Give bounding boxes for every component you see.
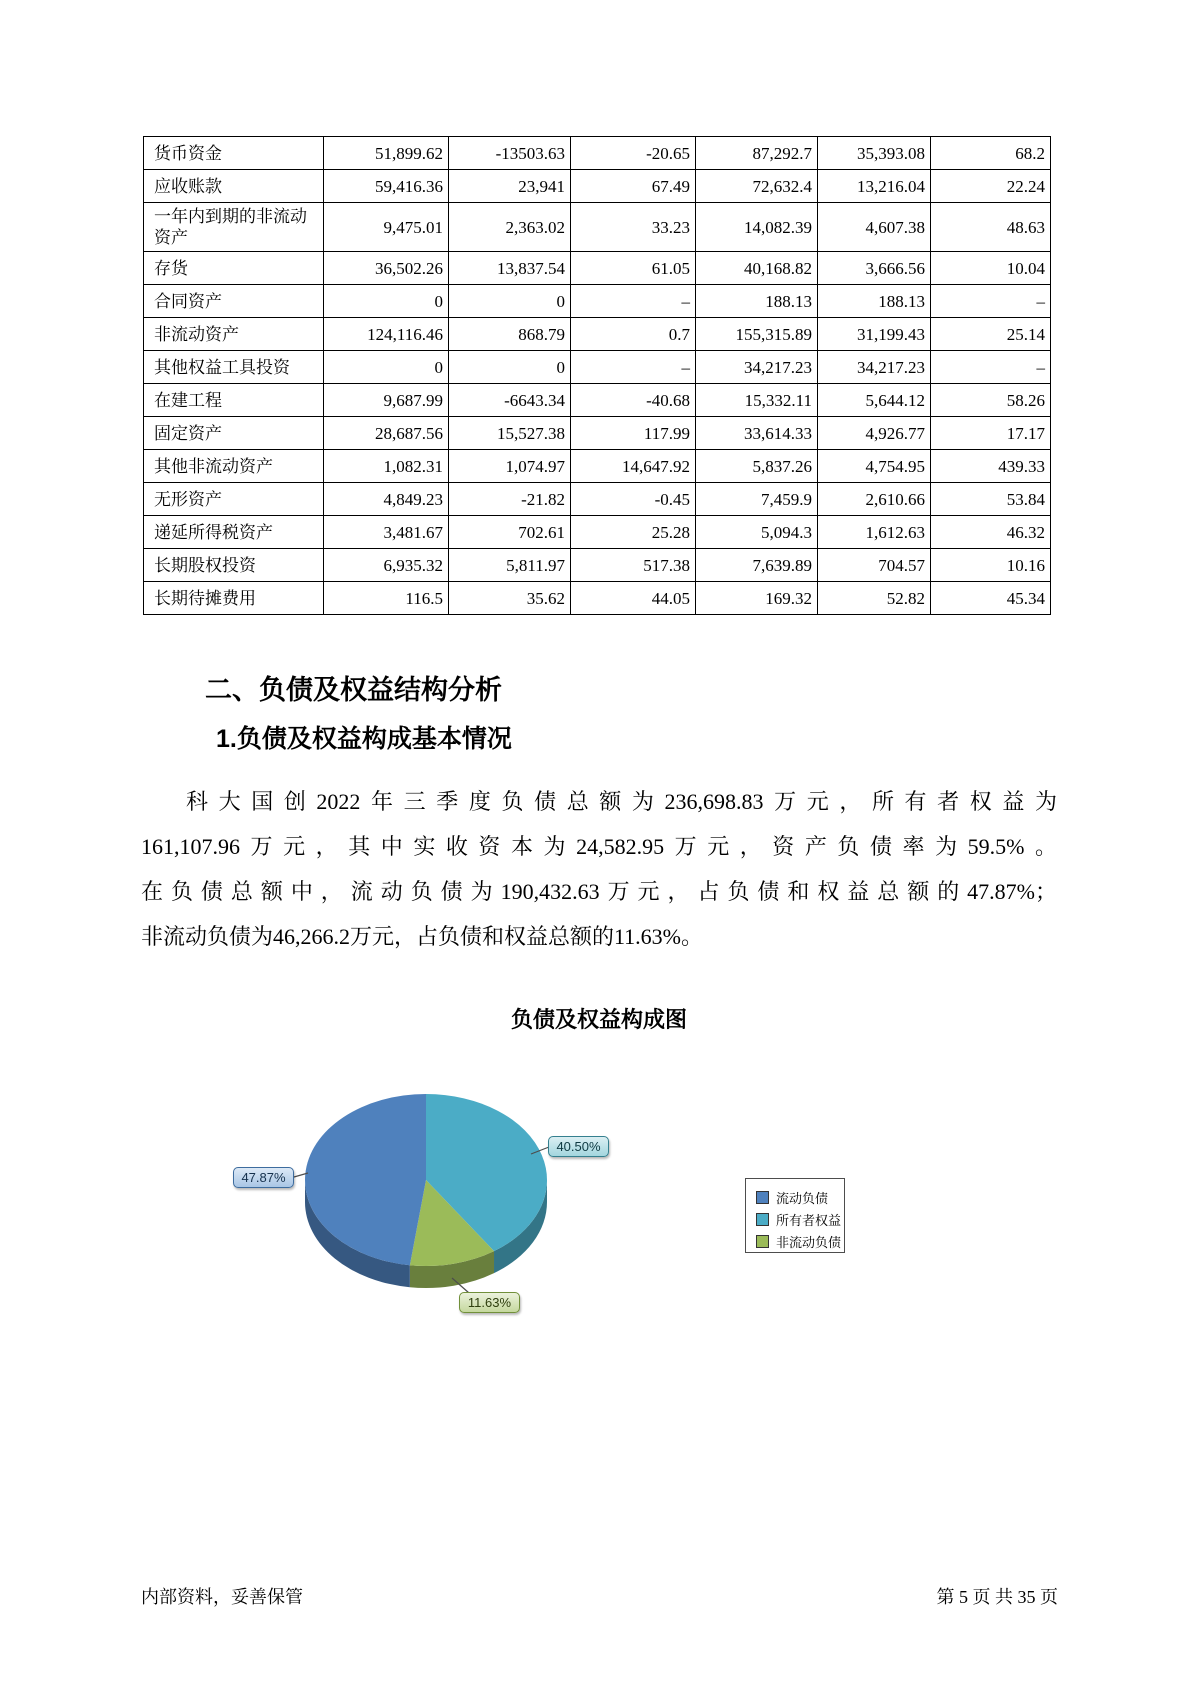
table-cell: 35,393.08 [818,137,931,170]
table-cell: 7,459.9 [696,483,818,516]
row-label: 在建工程 [144,384,324,417]
row-label: 其他非流动资产 [144,450,324,483]
table-cell: 13,216.04 [818,170,931,203]
row-label: 固定资产 [144,417,324,450]
table-cell: 5,094.3 [696,516,818,549]
row-label: 存货 [144,252,324,285]
section-heading: 二、负债及权益结构分析 [205,675,502,705]
pie-label-owners-equity: 40.50% [548,1136,609,1157]
pie-chart-svg [285,1080,585,1310]
table-cell: 868.79 [449,318,571,351]
paragraph-line: 非流动负债为46,266.2万元，占负债和权益总额的11.63%。 [141,924,704,949]
row-label: 非流动资产 [144,318,324,351]
legend-item-noncurrent-liabilities [756,1230,844,1252]
table-row [144,351,1051,384]
table-cell: 3,481.67 [324,516,449,549]
table-cell: 46.32 [931,516,1051,549]
row-label: 无形资产 [144,483,324,516]
table-cell: -21.82 [449,483,571,516]
table-cell: 10.16 [931,549,1051,582]
table-cell: 4,754.95 [818,450,931,483]
table-cell: 1,074.97 [449,450,571,483]
table-cell: 53.84 [931,483,1051,516]
table-cell: 68.2 [931,137,1051,170]
table-cell: 25.28 [571,516,696,549]
table-row [144,318,1051,351]
table-cell: -20.65 [571,137,696,170]
table-row [144,417,1051,450]
table-cell: 33,614.33 [696,417,818,450]
table-cell: 23,941 [449,170,571,203]
table-cell: 4,926.77 [818,417,931,450]
table-cell: 40,168.82 [696,252,818,285]
chart-legend [745,1178,845,1253]
table-cell: 155,315.89 [696,318,818,351]
table-cell: 2,610.66 [818,483,931,516]
table-cell: 15,527.38 [449,417,571,450]
table-cell: 117.99 [571,417,696,450]
table-cell: 0.7 [571,318,696,351]
table-cell: 14,647.92 [571,450,696,483]
table-cell: -6643.34 [449,384,571,417]
legend-label: 所有者权益 [776,1212,842,1228]
table-cell: 67.49 [571,170,696,203]
table-cell: 116.5 [324,582,449,615]
table-cell: 439.33 [931,450,1051,483]
paragraph-line: 161,107.96万元，其中实收资本为24,582.95万元，资产负债率为59.5%。 [141,834,1057,859]
table-cell: -0.45 [571,483,696,516]
table-row [144,285,1051,318]
legend-swatch-blue-icon [756,1191,769,1204]
table-cell: 51,899.62 [324,137,449,170]
table-cell: 0 [449,285,571,318]
table-cell: 52.82 [818,582,931,615]
legend-item-owners-equity [756,1208,844,1230]
body-paragraph [141,779,1057,959]
table-cell: 33.23 [571,203,696,252]
table-cell: – [571,351,696,384]
table-cell: 4,607.38 [818,203,931,252]
table-cell: -13503.63 [449,137,571,170]
table-row [144,203,1051,252]
table-cell: 702.61 [449,516,571,549]
table-cell: 48.63 [931,203,1051,252]
row-label: 一年内到期的非流动资产 [144,203,324,252]
table-cell: 15,332.11 [696,384,818,417]
legend-label: 流动负债 [776,1190,829,1206]
pie-slices-group [305,1094,547,1288]
pie-label-current-liabilities: 47.87% [233,1167,294,1188]
table-cell: 10.04 [931,252,1051,285]
table-cell: 188.13 [696,285,818,318]
table-cell: 25.14 [931,318,1051,351]
footer-page-number: 第 5 页 共 35 页 [936,1587,1058,1607]
table-row [144,137,1051,170]
row-label: 应收账款 [144,170,324,203]
legend-item-current-liabilities [756,1186,844,1208]
table-row [144,384,1051,417]
table-row [144,252,1051,285]
table-cell: 0 [324,351,449,384]
table-cell: 704.57 [818,549,931,582]
table-cell: 31,199.43 [818,318,931,351]
table-cell: 169.32 [696,582,818,615]
financial-table-body [144,137,1051,615]
table-cell: 3,666.56 [818,252,931,285]
legend-label: 非流动负债 [776,1234,842,1250]
table-cell: 0 [324,285,449,318]
row-label: 合同资产 [144,285,324,318]
table-cell: 87,292.7 [696,137,818,170]
row-label: 货币资金 [144,137,324,170]
table-row [144,450,1051,483]
table-cell: 5,837.26 [696,450,818,483]
table-cell: 34,217.23 [696,351,818,384]
table-cell: – [931,351,1051,384]
table-cell: 44.05 [571,582,696,615]
table-row [144,170,1051,203]
row-label: 递延所得税资产 [144,516,324,549]
paragraph-line: 科大国创2022年三季度负债总额为236,698.83万元，所有者权益为 [186,789,1057,814]
table-cell: 35.62 [449,582,571,615]
chart-title: 负债及权益构成图 [510,1007,687,1032]
table-cell: 188.13 [818,285,931,318]
pie-label-noncurrent-liabilities: 11.63% [459,1292,520,1313]
table-cell: 34,217.23 [818,351,931,384]
table-cell: 45.34 [931,582,1051,615]
table-cell: 59,416.36 [324,170,449,203]
table-cell: 9,475.01 [324,203,449,252]
paragraph-line: 在负债总额中，流动负债为190,432.63万元，占负债和权益总额的47.87%； [141,879,1057,904]
table-cell: 4,849.23 [324,483,449,516]
table-row [144,582,1051,615]
table-cell: – [571,285,696,318]
table-cell: 9,687.99 [324,384,449,417]
table-cell: 58.26 [931,384,1051,417]
table-cell: 1,612.63 [818,516,931,549]
legend-swatch-teal-icon [756,1213,769,1226]
table-cell: 1,082.31 [324,450,449,483]
row-label: 长期股权投资 [144,549,324,582]
table-row [144,483,1051,516]
legend-swatch-green-icon [756,1235,769,1248]
table-cell: 61.05 [571,252,696,285]
table-cell: 17.17 [931,417,1051,450]
table-cell: 2,363.02 [449,203,571,252]
table-row [144,516,1051,549]
table-cell: 36,502.26 [324,252,449,285]
table-cell: 14,082.39 [696,203,818,252]
table-cell: 28,687.56 [324,417,449,450]
table-cell: 124,116.46 [324,318,449,351]
table-cell: 5,644.12 [818,384,931,417]
table-cell: 22.24 [931,170,1051,203]
row-label: 长期待摊费用 [144,582,324,615]
table-cell: -40.68 [571,384,696,417]
table-row [144,549,1051,582]
financial-table [143,136,1051,615]
table-cell: 0 [449,351,571,384]
table-cell: 517.38 [571,549,696,582]
table-cell: 7,639.89 [696,549,818,582]
footer-confidential-note: 内部资料，妥善保管 [141,1587,303,1607]
table-cell: 6,935.32 [324,549,449,582]
table-cell: 72,632.4 [696,170,818,203]
table-cell: – [931,285,1051,318]
table-cell: 5,811.97 [449,549,571,582]
table-cell: 13,837.54 [449,252,571,285]
subsection-heading: 1.负债及权益构成基本情况 [216,725,512,753]
row-label: 其他权益工具投资 [144,351,324,384]
